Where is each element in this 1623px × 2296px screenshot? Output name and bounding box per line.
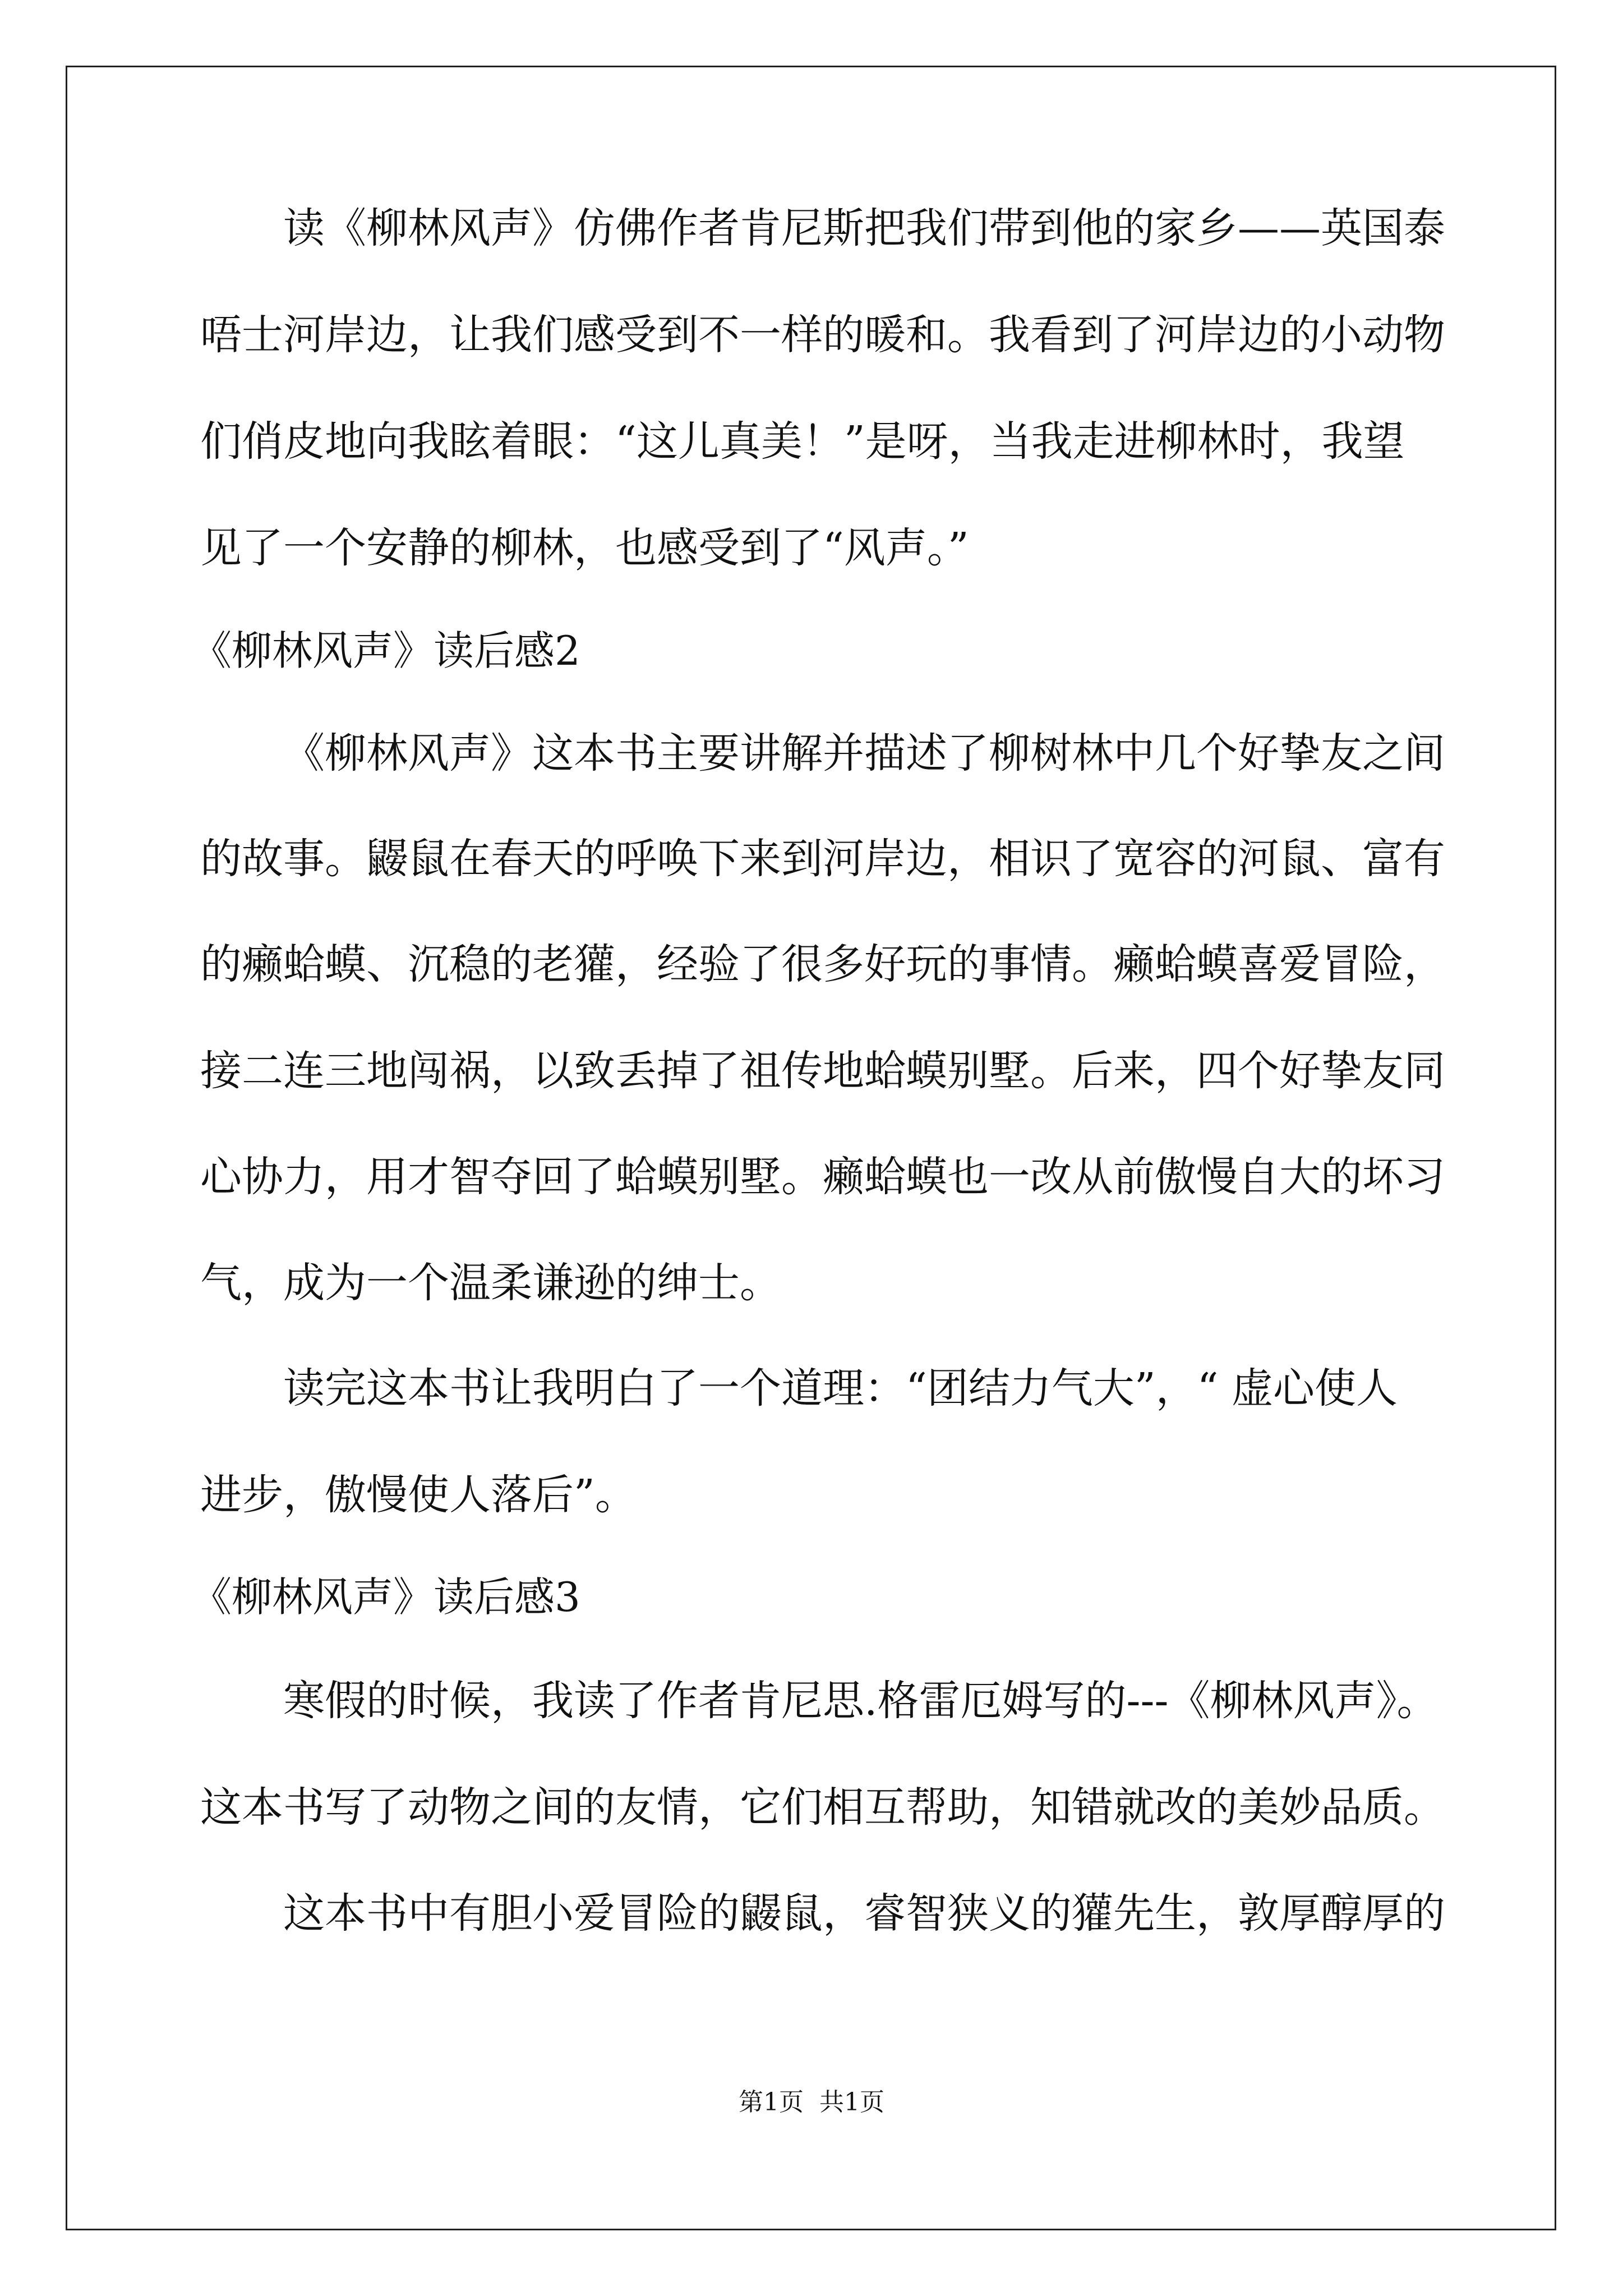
paragraph-line: 读完这本书让我明白了一个道理：“团结力气大”，“ 虚心使人 [283,1364,1398,1412]
page-footer [0,2086,1623,2119]
paragraph-line: 接二连三地闯祸，以致丢掉了祖传地蛤蟆别墅。后来，四个好挚友同 [200,1047,1445,1095]
page-number: 第1页 [739,2088,804,2116]
paragraph-line: 这本书中有胆小爱冒险的鼹鼠，睿智狭义的獾先生，敦厚醇厚的 [283,1889,1445,1938]
paragraph-line: 读《柳林风声》仿佛作者肯尼斯把我们带到他的家乡——英国泰 [283,204,1445,252]
paragraph-line: 的故事。鼹鼠在春天的呼唤下来到河岸边，相识了宽容的河鼠、富有 [200,835,1445,883]
page-total: 共1页 [819,2088,884,2116]
paragraph-line: 气，成为一个温柔谦逊的绅士。 [200,1259,781,1307]
paragraph-line: 唔士河岸边，让我们感受到不一样的暖和。我看到了河岸边的小动物 [200,311,1445,359]
paragraph-line: 们俏皮地向我眩着眼：“这儿真美！”是呀，当我走进柳林时，我望 [200,417,1405,466]
paragraph-line: 心协力，用才智夺回了蛤蟆别墅。癞蛤蟆也一改从前傲慢自大的坏习 [200,1153,1445,1201]
section-heading: 《柳林风声》读后感3 [191,1573,580,1621]
paragraph-line: 这本书写了动物之间的友情，它们相互帮助，知错就改的美妙品质。 [200,1783,1445,1832]
paragraph-line: 见了一个安静的柳林，也感受到了“风声。” [200,524,969,572]
paragraph-line: 《柳林风声》这本书主要讲解并描述了柳树林中几个好挚友之间 [283,729,1445,777]
section-heading: 《柳林风声》读后感2 [191,627,580,674]
paragraph-line: 的癞蛤蟆、沉稳的老獾，经验了很多好玩的事情。癞蛤蟆喜爱冒险， [200,940,1445,988]
paragraph-line: 进步，傲慢使人落后”。 [200,1471,637,1519]
paragraph-line: 寒假的时候，我读了作者肯尼思.格雷厄姆写的---《柳林风声》。 [283,1677,1438,1725]
